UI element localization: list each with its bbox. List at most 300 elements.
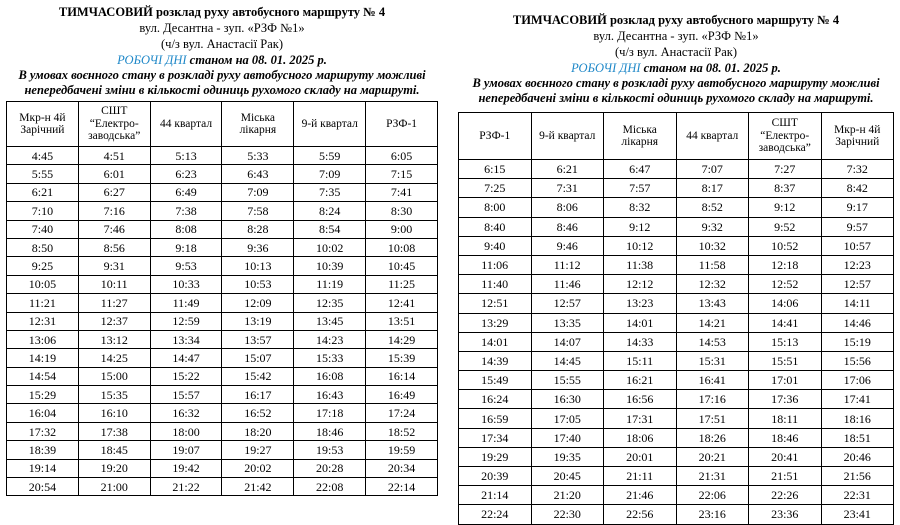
column-header-line: Мкр-н 4й [834, 123, 881, 136]
time-cell: 7:38 [150, 202, 222, 220]
table-row [459, 313, 894, 332]
time-cell: 16:04 [7, 404, 79, 422]
time-cell: 22:06 [676, 486, 749, 505]
time-cell: 10:32 [676, 236, 749, 255]
time-cell: 7:15 [366, 165, 438, 183]
table-row [459, 486, 894, 505]
time-cell: 16:30 [531, 390, 604, 409]
time-cell: 7:25 [459, 179, 532, 198]
time-cell: 16:43 [294, 386, 366, 404]
time-cell: 11:19 [294, 275, 366, 293]
time-cell: 16:21 [604, 371, 677, 390]
time-cell: 7:07 [676, 160, 749, 179]
column-header [366, 102, 438, 147]
time-cell: 11:21 [7, 294, 79, 312]
title-rest: розклад руху автобусного маршруту № 4 [152, 5, 386, 19]
time-cell: 9:52 [749, 217, 822, 236]
time-cell: 21:51 [749, 467, 822, 486]
time-cell: 15:00 [78, 367, 150, 385]
time-cell: 18:46 [749, 428, 822, 447]
time-cell: 18:52 [366, 422, 438, 440]
time-cell: 4:51 [78, 147, 150, 165]
time-cell: 10:39 [294, 257, 366, 275]
time-cell: 12:41 [366, 294, 438, 312]
time-cell: 16:56 [604, 390, 677, 409]
time-cell: 10:12 [604, 236, 677, 255]
time-cell: 16:17 [222, 386, 294, 404]
time-cell: 19:29 [459, 447, 532, 466]
time-cell: 17:38 [78, 422, 150, 440]
workdays-label: РОБОЧІ ДНІ [117, 53, 187, 67]
time-cell: 14:23 [294, 330, 366, 348]
time-cell: 14:53 [676, 332, 749, 351]
time-cell: 15:57 [150, 386, 222, 404]
time-cell: 17:31 [604, 409, 677, 428]
time-cell: 18:20 [222, 422, 294, 440]
time-cell: 4:45 [7, 147, 79, 165]
time-cell: 12:12 [604, 275, 677, 294]
time-cell: 9:12 [604, 217, 677, 236]
timetable [458, 112, 894, 525]
time-cell: 13:23 [604, 294, 677, 313]
table-row [459, 236, 894, 255]
time-cell: 19:20 [78, 459, 150, 477]
time-cell: 8:06 [531, 198, 604, 217]
column-header-line: 44 квартал [160, 117, 213, 130]
time-cell: 19:59 [366, 441, 438, 459]
time-cell: 9:46 [531, 236, 604, 255]
time-cell: 12:23 [821, 255, 894, 274]
time-cell: 18:46 [294, 422, 366, 440]
time-cell: 17:40 [531, 428, 604, 447]
table-row [7, 330, 438, 348]
time-cell: 10:05 [7, 275, 79, 293]
table-row [7, 404, 438, 422]
table-row [7, 147, 438, 165]
time-cell: 17:51 [676, 409, 749, 428]
warning-text: В умовах воєнного стану в розкладі руху автобусного маршруту можливі непередбачені зміни в кількості одиниць рухомого складу на маршруті. [472, 76, 880, 105]
time-cell: 13:29 [459, 313, 532, 332]
time-cell: 22:26 [749, 486, 822, 505]
time-cell: 7:58 [222, 202, 294, 220]
workdays-line [458, 60, 894, 76]
time-cell: 17:06 [821, 371, 894, 390]
time-cell: 10:57 [821, 236, 894, 255]
time-cell: 15:56 [821, 351, 894, 370]
time-cell: 11:38 [604, 255, 677, 274]
time-cell: 8:50 [7, 238, 79, 256]
time-cell: 8:56 [78, 238, 150, 256]
time-cell: 15:13 [749, 332, 822, 351]
table-row [7, 349, 438, 367]
time-cell: 15:31 [676, 351, 749, 370]
time-cell: 20:46 [821, 447, 894, 466]
time-cell: 8:42 [821, 179, 894, 198]
time-cell: 9:17 [821, 198, 894, 217]
time-cell: 11:25 [366, 275, 438, 293]
column-header-line: Мкр-н 4й [19, 111, 66, 124]
column-header-line: “Електро- [760, 129, 810, 142]
time-cell: 9:53 [150, 257, 222, 275]
time-cell: 9:57 [821, 217, 894, 236]
time-cell: 15:11 [604, 351, 677, 370]
time-cell: 10:11 [78, 275, 150, 293]
column-header [459, 113, 532, 160]
column-header [531, 113, 604, 160]
time-cell: 6:27 [78, 183, 150, 201]
time-cell: 13:34 [150, 330, 222, 348]
time-cell: 16:14 [366, 367, 438, 385]
column-header-line: заводська” [758, 142, 811, 155]
table-row [7, 367, 438, 385]
time-cell: 15:29 [7, 386, 79, 404]
time-cell: 11:12 [531, 255, 604, 274]
time-cell: 14:45 [531, 351, 604, 370]
time-cell: 18:00 [150, 422, 222, 440]
time-cell: 12:31 [7, 312, 79, 330]
time-cell: 16:41 [676, 371, 749, 390]
column-header-line: СШТ [771, 117, 798, 130]
column-header-line: Зарічний [835, 136, 880, 148]
time-cell: 19:07 [150, 441, 222, 459]
time-cell: 8:30 [366, 202, 438, 220]
time-cell: 22:31 [821, 486, 894, 505]
column-header-line: лікарня [239, 124, 277, 136]
time-cell: 11:49 [150, 294, 222, 312]
time-cell: 14:21 [676, 313, 749, 332]
time-cell: 14:25 [78, 349, 150, 367]
time-cell: 9:12 [749, 198, 822, 217]
time-cell: 13:43 [676, 294, 749, 313]
column-header-line: РЗФ-1 [479, 129, 511, 142]
time-cell: 11:40 [459, 275, 532, 294]
time-cell: 10:33 [150, 275, 222, 293]
time-cell: 13:06 [7, 330, 79, 348]
time-cell: 7:10 [7, 202, 79, 220]
time-cell: 11:58 [676, 255, 749, 274]
time-cell: 12:59 [150, 312, 222, 330]
time-cell: 18:11 [749, 409, 822, 428]
column-header-line: заводська” [88, 130, 141, 143]
table-row [459, 294, 894, 313]
time-cell: 14:47 [150, 349, 222, 367]
time-cell: 15:42 [222, 367, 294, 385]
time-cell: 14:29 [366, 330, 438, 348]
time-cell: 16:52 [222, 404, 294, 422]
table-row [459, 160, 894, 179]
time-cell: 8:08 [150, 220, 222, 238]
time-cell: 7:16 [78, 202, 150, 220]
table-row [7, 220, 438, 238]
table-row [7, 441, 438, 459]
time-cell: 18:26 [676, 428, 749, 447]
time-cell: 14:01 [459, 332, 532, 351]
table-row [7, 165, 438, 183]
table-row [459, 217, 894, 236]
table-row [7, 294, 438, 312]
time-cell: 7:09 [294, 165, 366, 183]
table-row [459, 351, 894, 370]
table-row [7, 275, 438, 293]
time-cell: 7:32 [821, 160, 894, 179]
time-cell: 6:05 [366, 147, 438, 165]
time-cell: 12:37 [78, 312, 150, 330]
time-cell: 21:22 [150, 478, 222, 496]
time-cell: 6:43 [222, 165, 294, 183]
time-cell: 15:35 [78, 386, 150, 404]
time-cell: 16:32 [150, 404, 222, 422]
time-cell: 20:34 [366, 459, 438, 477]
time-cell: 14:19 [7, 349, 79, 367]
warning-text: В умовах воєнного стану в розкладі руху автобусного маршруту можливі непередбачені зміни в кількості одиниць рухомого складу на маршруті. [18, 68, 426, 97]
table-row [7, 386, 438, 404]
date-label: станом на 08. 01. 2025 р. [186, 53, 327, 67]
time-cell: 18:06 [604, 428, 677, 447]
time-cell: 10:53 [222, 275, 294, 293]
time-cell: 20:54 [7, 478, 79, 496]
time-cell: 21:00 [78, 478, 150, 496]
time-cell: 17:34 [459, 428, 532, 447]
time-cell: 15:55 [531, 371, 604, 390]
time-cell: 12:18 [749, 255, 822, 274]
column-header [821, 113, 894, 160]
time-cell: 20:28 [294, 459, 366, 477]
title-bold: ТИМЧАСОВИЙ [512, 13, 607, 27]
time-cell: 13:35 [531, 313, 604, 332]
time-cell: 8:54 [294, 220, 366, 238]
time-cell: 6:23 [150, 165, 222, 183]
schedule-left [6, 4, 438, 496]
column-header [150, 102, 222, 147]
time-cell: 6:21 [7, 183, 79, 201]
column-header [222, 102, 294, 147]
time-cell: 13:51 [366, 312, 438, 330]
time-cell: 7:35 [294, 183, 366, 201]
time-cell: 12:32 [676, 275, 749, 294]
time-cell: 17:32 [7, 422, 79, 440]
time-cell: 17:01 [749, 371, 822, 390]
table-row [459, 255, 894, 274]
time-cell: 8:40 [459, 217, 532, 236]
time-cell: 17:05 [531, 409, 604, 428]
time-cell: 22:56 [604, 505, 677, 524]
time-cell: 11:06 [459, 255, 532, 274]
time-cell: 16:10 [78, 404, 150, 422]
table-row [459, 275, 894, 294]
table-row [459, 409, 894, 428]
time-cell: 6:21 [531, 160, 604, 179]
time-cell: 14:01 [604, 313, 677, 332]
time-cell: 21:11 [604, 467, 677, 486]
column-header-line: Міська [240, 111, 276, 124]
time-cell: 22:08 [294, 478, 366, 496]
time-cell: 18:51 [821, 428, 894, 447]
column-header [78, 102, 150, 147]
time-cell: 5:55 [7, 165, 79, 183]
time-cell: 22:24 [459, 505, 532, 524]
time-cell: 10:02 [294, 238, 366, 256]
time-cell: 13:19 [222, 312, 294, 330]
time-cell: 16:59 [459, 409, 532, 428]
column-header-line: Зарічний [20, 124, 65, 136]
time-cell: 9:00 [366, 220, 438, 238]
column-header-line: лікарня [621, 136, 659, 148]
time-cell: 18:39 [7, 441, 79, 459]
table-row [7, 459, 438, 477]
time-cell: 8:24 [294, 202, 366, 220]
column-header [294, 102, 366, 147]
time-cell: 7:41 [366, 183, 438, 201]
table-row [459, 390, 894, 409]
time-cell: 13:57 [222, 330, 294, 348]
time-cell: 16:24 [459, 390, 532, 409]
time-cell: 14:11 [821, 294, 894, 313]
time-cell: 14:54 [7, 367, 79, 385]
time-cell: 15:51 [749, 351, 822, 370]
column-header-line: “Електро- [89, 117, 139, 130]
time-cell: 12:52 [749, 275, 822, 294]
time-cell: 9:36 [222, 238, 294, 256]
time-cell: 7:09 [222, 183, 294, 201]
header-row [7, 102, 438, 147]
workdays-line [6, 52, 438, 68]
table-row [459, 428, 894, 447]
column-header [604, 113, 677, 160]
time-cell: 22:14 [366, 478, 438, 496]
time-cell: 18:45 [78, 441, 150, 459]
schedule-title [6, 4, 438, 20]
time-cell: 13:12 [78, 330, 150, 348]
time-cell: 20:01 [604, 447, 677, 466]
table-row [7, 422, 438, 440]
time-cell: 10:52 [749, 236, 822, 255]
table-row [459, 371, 894, 390]
time-cell: 8:37 [749, 179, 822, 198]
title-rest: розклад руху автобусного маршруту № 4 [606, 13, 840, 27]
table-row [7, 478, 438, 496]
column-header-line: 9-й квартал [539, 129, 596, 142]
time-cell: 15:19 [821, 332, 894, 351]
date-label: станом на 08. 01. 2025 р. [640, 61, 781, 75]
time-cell: 14:06 [749, 294, 822, 313]
timetable [6, 101, 438, 496]
time-cell: 14:33 [604, 332, 677, 351]
time-cell: 16:49 [366, 386, 438, 404]
table-row [459, 447, 894, 466]
time-cell: 23:41 [821, 505, 894, 524]
time-cell: 15:39 [366, 349, 438, 367]
time-cell: 20:39 [459, 467, 532, 486]
time-cell: 9:40 [459, 236, 532, 255]
time-cell: 20:45 [531, 467, 604, 486]
schedule-right [458, 12, 894, 525]
route-name: вул. Десантна - зуп. «РЗФ №1» [139, 21, 305, 35]
column-header-line: 9-й квартал [301, 117, 358, 130]
time-cell: 12:35 [294, 294, 366, 312]
time-cell: 5:59 [294, 147, 366, 165]
time-cell: 7:27 [749, 160, 822, 179]
time-cell: 7:40 [7, 220, 79, 238]
time-cell: 17:16 [676, 390, 749, 409]
table-row [7, 202, 438, 220]
time-cell: 12:09 [222, 294, 294, 312]
table-row [459, 467, 894, 486]
time-cell: 19:42 [150, 459, 222, 477]
route-via: (ч/з вул. Анастасії Рак) [161, 37, 283, 51]
header-row [459, 113, 894, 160]
time-cell: 10:13 [222, 257, 294, 275]
timetable-body [459, 160, 894, 525]
time-cell: 6:47 [604, 160, 677, 179]
time-cell: 5:33 [222, 147, 294, 165]
time-cell: 21:31 [676, 467, 749, 486]
time-cell: 15:22 [150, 367, 222, 385]
time-cell: 23:36 [749, 505, 822, 524]
column-header-line: Міська [622, 123, 657, 136]
time-cell: 16:08 [294, 367, 366, 385]
table-row [7, 183, 438, 201]
table-row [7, 238, 438, 256]
time-cell: 18:16 [821, 409, 894, 428]
time-cell: 7:57 [604, 179, 677, 198]
time-cell: 7:31 [531, 179, 604, 198]
table-row [459, 198, 894, 217]
time-cell: 21:14 [459, 486, 532, 505]
table-row [7, 312, 438, 330]
table-row [459, 179, 894, 198]
time-cell: 9:31 [78, 257, 150, 275]
table-row [459, 505, 894, 524]
time-cell: 14:07 [531, 332, 604, 351]
time-cell: 15:33 [294, 349, 366, 367]
time-cell: 10:45 [366, 257, 438, 275]
time-cell: 11:27 [78, 294, 150, 312]
time-cell: 5:13 [150, 147, 222, 165]
time-cell: 15:07 [222, 349, 294, 367]
time-cell: 8:00 [459, 198, 532, 217]
column-header [749, 113, 822, 160]
time-cell: 8:32 [604, 198, 677, 217]
time-cell: 8:52 [676, 198, 749, 217]
time-cell: 20:41 [749, 447, 822, 466]
time-cell: 9:32 [676, 217, 749, 236]
time-cell: 14:39 [459, 351, 532, 370]
column-header [676, 113, 749, 160]
time-cell: 21:56 [821, 467, 894, 486]
time-cell: 9:25 [7, 257, 79, 275]
time-cell: 19:53 [294, 441, 366, 459]
time-cell: 17:18 [294, 404, 366, 422]
time-cell: 15:49 [459, 371, 532, 390]
time-cell: 17:24 [366, 404, 438, 422]
timetable-body [7, 147, 438, 496]
time-cell: 14:41 [749, 313, 822, 332]
column-header-line: 44 квартал [686, 129, 739, 142]
time-cell: 6:01 [78, 165, 150, 183]
title-bold: ТИМЧАСОВИЙ [58, 5, 153, 19]
column-header-line: РЗФ-1 [386, 117, 418, 130]
time-cell: 22:30 [531, 505, 604, 524]
time-cell: 6:15 [459, 160, 532, 179]
time-cell: 21:20 [531, 486, 604, 505]
route-name: вул. Десантна - зуп. «РЗФ №1» [593, 29, 759, 43]
time-cell: 19:14 [7, 459, 79, 477]
column-header [7, 102, 79, 147]
time-cell: 7:46 [78, 220, 150, 238]
time-cell: 20:02 [222, 459, 294, 477]
time-cell: 8:46 [531, 217, 604, 236]
time-cell: 12:57 [821, 275, 894, 294]
